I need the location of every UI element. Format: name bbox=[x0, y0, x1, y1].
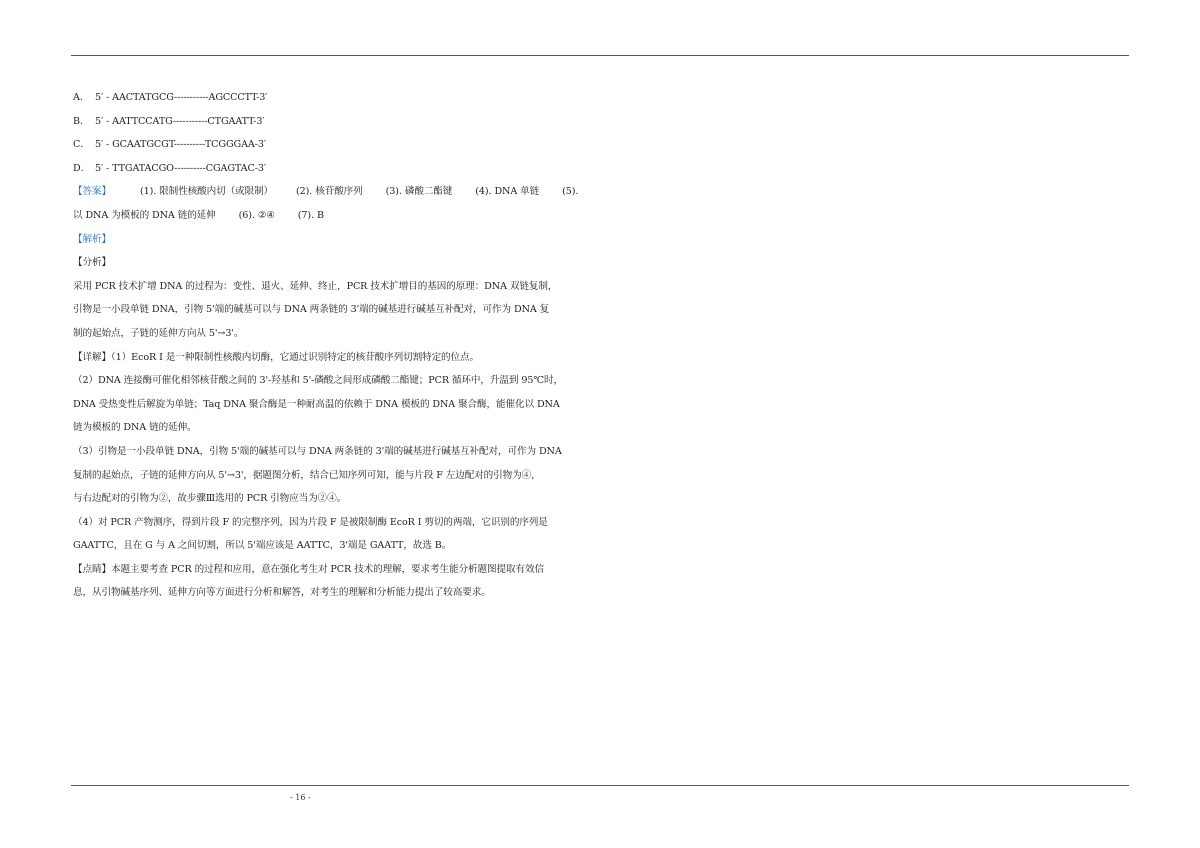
option-text: 5′ - GCAATGCGT----------TCGGGAA-3′ bbox=[95, 139, 266, 151]
option-c bbox=[73, 133, 598, 157]
detail-line: 链为模板的 DNA 链的延伸。 bbox=[73, 422, 197, 434]
option-text: 5′ - TTGATACGO----------CGAGTAC-3′ bbox=[95, 162, 266, 174]
top-rule bbox=[71, 55, 1129, 56]
comment-line bbox=[73, 558, 598, 582]
answer-item: (1). 限制性核酸内切（或限制） bbox=[139, 186, 274, 198]
option-a bbox=[73, 86, 598, 110]
fenxi-line: 引物是一小段单链 DNA，引物 5'端的碱基可以与 DNA 两条链的 3'端的碱基进行碱基互补配对，可作为 DNA 复 bbox=[73, 304, 550, 316]
comment-label: 【点睛】 bbox=[73, 563, 111, 575]
option-b bbox=[73, 110, 598, 134]
detail-line: 与右边配对的引物为②，故步骤Ⅲ选用的 PCR 引物应当为②④。 bbox=[73, 493, 347, 505]
detail-line: 复制的起始点，子链的延伸方向从 5'→3'，据题图分析，结合已知序列可知，能与片段 F 左边配对的引物为④， bbox=[73, 469, 541, 481]
page-number: - 16 - bbox=[290, 793, 311, 802]
detail-label: 【详解】 bbox=[73, 351, 111, 363]
detail-line: （3）引物是一小段单链 DNA，引物 5'端的碱基可以与 DNA 两条链的 3'端的碱基进行碱基互补配对，可作为 DNA bbox=[73, 445, 562, 457]
document-body bbox=[73, 86, 598, 605]
answer-label: 【答案】 bbox=[73, 186, 111, 198]
detail-line bbox=[73, 346, 598, 370]
option-text: 5′ - AATTCCATG-----------CTGAATT-3′ bbox=[95, 115, 265, 127]
answer-item: (4). DNA 单链 bbox=[475, 186, 540, 198]
fenxi-line: 制的起始点，子链的延伸方向从 5'→3'。 bbox=[73, 327, 244, 339]
fenxi-label: 【分析】 bbox=[73, 257, 111, 269]
detail-line: DNA 受热变性后解旋为单链；Taq DNA 聚合酶是一种耐高温的依赖于 DNA 模板的 DNA 聚合酶，能催化以 DNA bbox=[73, 398, 560, 410]
answer-item: (7). B bbox=[297, 209, 324, 221]
option-text: 5′ - AACTATGCG-----------AGCCCTT-3′ bbox=[95, 92, 268, 103]
comment-line: 息，从引物碱基序列、延伸方向等方面进行分析和解答，对考生的理解和分析能力提出了较高要求。 bbox=[73, 587, 491, 599]
answer-item: (2). 核苷酸序列 bbox=[296, 186, 363, 198]
comment-text: 本题主要考查 PCR 的过程和应用，意在强化考生对 PCR 技术的理解，要求考生能分析题图提取有效信 bbox=[110, 563, 544, 575]
option-letter: C． bbox=[73, 139, 90, 151]
option-letter: D． bbox=[73, 162, 91, 174]
answer-item: (5). bbox=[562, 186, 579, 198]
option-d bbox=[73, 157, 598, 181]
answer-item: (6). ②④ bbox=[238, 209, 275, 221]
detail-line: GAATTC，且在 G 与 A 之间切割，所以 5'端应该是 AATTC，3'端是 GAATT，故选 B。 bbox=[73, 540, 452, 552]
option-letter: B． bbox=[73, 115, 90, 127]
answer-line-2 bbox=[73, 204, 598, 228]
detail-line: （4）对 PCR 产物测序，得到片段 F 的完整序列，因为片段 F 是被限制酶 EcoR I 剪切的两端，它识别的序列是 bbox=[73, 516, 548, 528]
detail-text: （1）EcoR I 是一种限制性核酸内切酶，它通过识别特定的核苷酸序列切割特定的位点。 bbox=[110, 351, 480, 363]
detail-line: （2）DNA 连接酶可催化相邻核苷酸之间的 3'-羟基和 5'-磷酸之间形成磷酸二酯键；PCR 循环中，升温到 95℃时， bbox=[73, 375, 563, 387]
answer-line-1 bbox=[73, 180, 598, 204]
answer-item: 以 DNA 为模板的 DNA 链的延伸 bbox=[73, 209, 216, 221]
answer-item: (3). 磷酸二酯键 bbox=[385, 186, 453, 198]
fenxi-line: 采用 PCR 技术扩增 DNA 的过程为：变性、退火、延伸、终止，PCR 技术扩增目的基因的原理：DNA 双链复制， bbox=[73, 280, 558, 292]
option-letter: A． bbox=[73, 92, 90, 103]
bottom-rule bbox=[71, 785, 1129, 786]
analysis-label: 【解析】 bbox=[73, 233, 111, 245]
